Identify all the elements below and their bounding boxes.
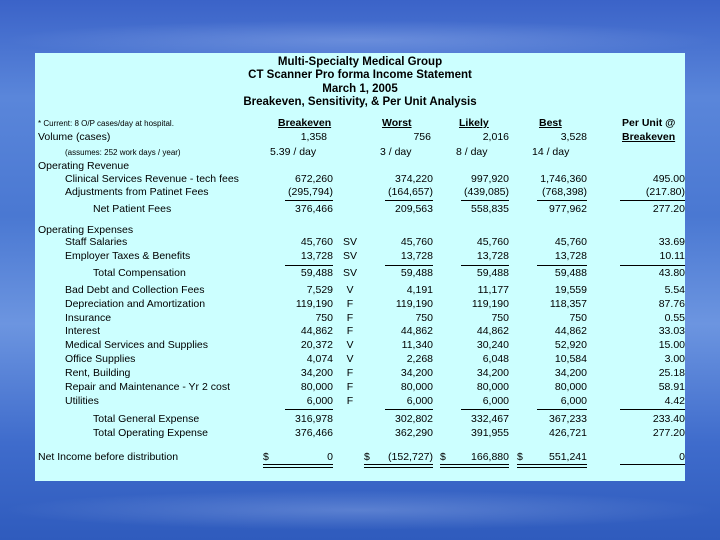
cell-likely: 11,177	[477, 284, 509, 296]
volume-assumption: (assumes: 252 work days / year)	[65, 148, 181, 157]
cell-likely: 119,190	[471, 298, 509, 310]
cell-worst: 2,268	[406, 353, 433, 365]
volume-worst: 756	[413, 131, 431, 143]
rule	[517, 467, 587, 468]
cell-cost-type: SV	[342, 267, 357, 279]
cell-per-unit: 58.91	[658, 381, 685, 393]
cell-per-unit: 3.00	[664, 353, 685, 365]
row-label: Depreciation and Amortization	[65, 298, 206, 310]
cell-worst: 80,000	[400, 381, 433, 393]
cell-worst: 750	[415, 312, 433, 324]
cell-worst: 6,000	[406, 395, 433, 407]
footnote: * Current: 8 O/P cases/day at hospital.	[38, 119, 174, 128]
cell-likely: 13,728	[476, 250, 509, 262]
cell-cost-type: F	[346, 312, 354, 324]
row-label: Total Compensation	[93, 267, 186, 279]
currency-breakeven: $	[263, 451, 269, 463]
cell-best: 45,760	[554, 236, 587, 248]
cell-likely: 6,048	[482, 353, 509, 365]
row-label: Staff Salaries	[65, 236, 128, 248]
cell-per-unit: 0	[679, 451, 685, 463]
operating-expenses-heading: Operating Expenses	[38, 224, 134, 236]
rule	[537, 200, 587, 201]
cell-best: 80,000	[554, 381, 587, 393]
cell-worst: 209,563	[395, 203, 433, 215]
cell-breakeven: 45,760	[300, 236, 333, 248]
cell-worst: 302,802	[395, 413, 433, 425]
cell-worst: 119,190	[395, 298, 433, 310]
analysis-title: Breakeven, Sensitivity, & Per Unit Analysis	[243, 96, 477, 108]
rule	[461, 200, 509, 201]
rule	[285, 200, 333, 201]
cell-per-unit: 33.03	[658, 325, 685, 337]
row-label: Net Patient Fees	[93, 203, 172, 215]
cell-cost-type: SV	[342, 250, 357, 262]
col-breakeven: Breakeven	[278, 117, 332, 129]
cell-cost-type: F	[346, 325, 354, 337]
cell-likely: 34,200	[476, 367, 509, 379]
cell-breakeven: 750	[315, 312, 333, 324]
cell-breakeven: 672,260	[295, 173, 333, 185]
rule	[440, 467, 509, 468]
cell-breakeven: 7,529	[306, 284, 333, 296]
cell-likely: 59,488	[476, 267, 509, 279]
volume-label: Volume (cases)	[38, 131, 111, 143]
cell-breakeven: 6,000	[306, 395, 333, 407]
cell-breakeven: 376,466	[295, 427, 333, 439]
cell-per-unit: 10.11	[659, 250, 685, 262]
cell-cost-type: V	[346, 339, 354, 351]
currency-best: $	[517, 451, 523, 463]
rule	[620, 464, 685, 465]
row-label: Rent, Building	[65, 367, 131, 379]
cell-best: 44,862	[554, 325, 587, 337]
rule	[364, 467, 433, 468]
cell-cost-type: F	[346, 298, 354, 310]
currency-likely: $	[440, 451, 446, 463]
cell-worst: 45,760	[400, 236, 433, 248]
row-label: Office Supplies	[65, 353, 136, 365]
cell-per-unit: 15.00	[658, 339, 685, 351]
cell-per-unit: (217.80)	[645, 186, 685, 198]
row-label: Insurance	[65, 312, 112, 324]
rule	[620, 409, 685, 410]
cell-likely: 80,000	[476, 381, 509, 393]
cell-breakeven: 13,728	[300, 250, 333, 262]
cell-breakeven: 34,200	[300, 367, 333, 379]
row-label: Employer Taxes & Benefits	[65, 250, 191, 262]
row-label: Total Operating Expense	[93, 427, 208, 439]
row-label: Repair and Maintenance - Yr 2 cost	[65, 381, 230, 393]
per-day-worst: 3 / day	[380, 146, 412, 158]
rule	[620, 200, 685, 201]
cell-likely: 391,955	[471, 427, 509, 439]
cell-likely: 45,760	[476, 236, 509, 248]
cell-worst: 4,191	[406, 284, 433, 296]
cell-breakeven: 44,862	[300, 325, 333, 337]
per-day-likely: 8 / day	[456, 146, 488, 158]
cell-best: 13,728	[554, 250, 587, 262]
statement-date: March 1, 2005	[322, 83, 398, 95]
rule	[263, 464, 333, 465]
cell-likely: 558,835	[471, 203, 509, 215]
cell-per-unit: 33.69	[658, 236, 685, 248]
cell-best: 34,200	[554, 367, 587, 379]
cell-per-unit: 495.00	[652, 173, 685, 185]
row-label: Total General Expense	[93, 413, 200, 425]
rule	[385, 409, 433, 410]
rule	[285, 265, 333, 266]
cell-likely: 6,000	[482, 395, 509, 407]
col-per-unit: Per Unit @	[622, 117, 676, 129]
cell-worst: (152,727)	[388, 451, 433, 463]
cell-best: 426,721	[549, 427, 587, 439]
row-label: Bad Debt and Collection Fees	[65, 284, 205, 296]
cell-best: 551,241	[549, 451, 587, 463]
cell-breakeven: 316,978	[295, 413, 333, 425]
cell-cost-type: F	[346, 381, 354, 393]
cell-per-unit: 277.20	[652, 427, 685, 439]
row-label: Clinical Services Revenue - tech fees	[65, 173, 239, 185]
cell-best: 750	[569, 312, 587, 324]
col-likely: Likely	[459, 117, 489, 129]
rule	[517, 464, 587, 465]
cell-likely: (439,085)	[464, 186, 509, 198]
cell-cost-type: V	[346, 353, 354, 365]
cell-worst: 374,220	[395, 173, 433, 185]
rule	[263, 467, 333, 468]
cell-worst: (164,657)	[388, 186, 433, 198]
cell-cost-type: F	[346, 395, 354, 407]
cell-breakeven: 80,000	[300, 381, 333, 393]
row-label: Medical Services and Supplies	[65, 339, 208, 351]
row-label: Interest	[65, 325, 101, 337]
cell-likely: 30,240	[476, 339, 509, 351]
income-statement-sheet	[35, 53, 685, 481]
cell-per-unit: 43.80	[658, 267, 685, 279]
col-per-unit-breakeven: Breakeven	[622, 131, 676, 143]
operating-revenue-heading: Operating Revenue	[38, 160, 130, 172]
cell-likely: 166,880	[471, 451, 509, 463]
cell-per-unit: 87.76	[658, 298, 685, 310]
rule	[537, 409, 587, 410]
per-day-breakeven: 5.39 / day	[270, 146, 317, 158]
cell-breakeven: 59,488	[300, 267, 333, 279]
cell-breakeven: (295,794)	[288, 186, 333, 198]
cell-best: 977,962	[549, 203, 587, 215]
cell-per-unit: 0.55	[664, 312, 685, 324]
rule	[440, 464, 509, 465]
cell-per-unit: 233.40	[652, 413, 685, 425]
cell-breakeven: 0	[327, 451, 333, 463]
cell-likely: 332,467	[471, 413, 509, 425]
cell-cost-type: V	[346, 284, 354, 296]
cell-worst: 59,488	[400, 267, 433, 279]
cell-cost-type: SV	[342, 236, 357, 248]
rule	[461, 265, 509, 266]
cell-likely: 750	[491, 312, 509, 324]
rule	[461, 409, 509, 410]
cell-best: 367,233	[549, 413, 587, 425]
cell-per-unit: 4.42	[664, 395, 685, 407]
rule	[285, 409, 333, 410]
cell-per-unit: 277.20	[652, 203, 685, 215]
cell-cost-type: F	[346, 367, 354, 379]
volume-breakeven: 1,358	[300, 131, 327, 143]
cell-likely: 44,862	[476, 325, 509, 337]
cell-best: (768,398)	[542, 186, 587, 198]
cell-best: 6,000	[560, 395, 587, 407]
row-label: Adjustments from Patinet Fees	[65, 186, 209, 198]
per-day-best: 14 / day	[532, 146, 570, 158]
cell-per-unit: 25.18	[658, 367, 685, 379]
cell-breakeven: 376,466	[295, 203, 333, 215]
col-best: Best	[539, 117, 562, 129]
rule	[537, 265, 587, 266]
cell-best: 1,746,360	[540, 173, 587, 185]
cell-per-unit: 5.54	[664, 284, 685, 296]
row-label: Utilities	[65, 395, 99, 407]
cell-worst: 34,200	[400, 367, 433, 379]
cell-worst: 362,290	[395, 427, 433, 439]
cell-worst: 13,728	[400, 250, 433, 262]
cell-worst: 44,862	[400, 325, 433, 337]
cell-breakeven: 4,074	[306, 353, 333, 365]
cell-best: 52,920	[554, 339, 587, 351]
cell-best: 19,559	[554, 284, 587, 296]
rule	[620, 265, 685, 266]
col-worst: Worst	[382, 117, 412, 129]
currency-worst: $	[364, 451, 370, 463]
cell-breakeven: 119,190	[295, 298, 333, 310]
statement-title: CT Scanner Pro forma Income Statement	[248, 69, 472, 81]
rule	[385, 200, 433, 201]
cell-best: 10,584	[554, 353, 587, 365]
cell-best: 118,357	[549, 298, 587, 310]
volume-likely: 2,016	[482, 131, 509, 143]
cell-likely: 997,920	[471, 173, 509, 185]
row-label: Net Income before distribution	[38, 451, 179, 463]
volume-best: 3,528	[560, 131, 587, 143]
rule	[364, 464, 433, 465]
rule	[385, 265, 433, 266]
cell-worst: 11,340	[401, 339, 433, 351]
company-title: Multi-Specialty Medical Group	[277, 56, 443, 68]
cell-breakeven: 20,372	[300, 339, 333, 351]
cell-best: 59,488	[554, 267, 587, 279]
